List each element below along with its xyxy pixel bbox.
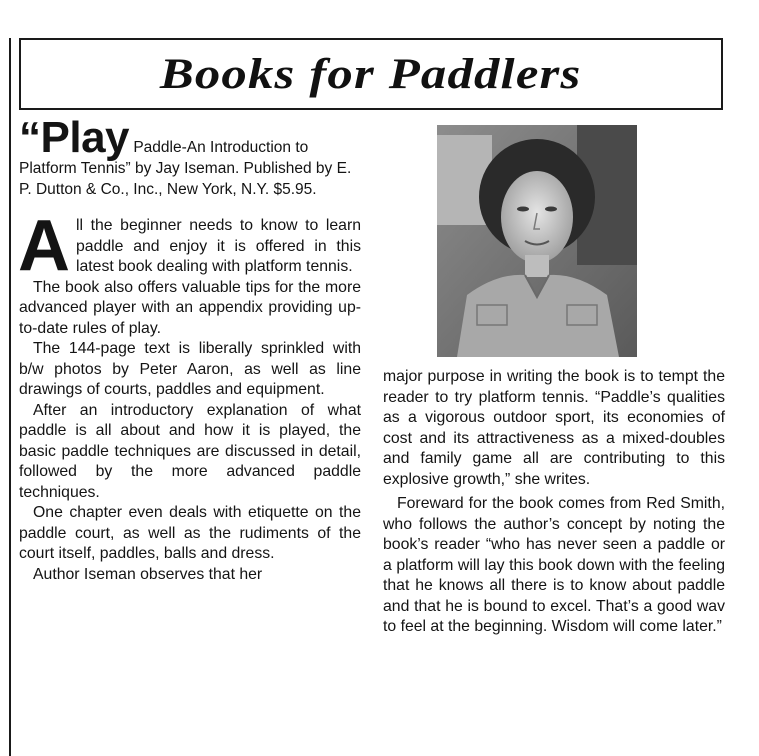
paragraph-3: The 144-page text is liberally sprinkled with b/w photos by Peter Aaron, as well as line drawings of courts, paddles and equipment. <box>19 340 361 398</box>
paragraph-6-continued: major purpose in writing the book is to tempt the reader to try platform tennis. “Paddle’s qualities as a vigorous outdoor sport, its economies of cost and its attractiveness as a mixed-doubles and family game all are contributing to this explosive growth,” she writes. <box>383 368 725 488</box>
column-rule <box>9 38 11 756</box>
paragraph-5: One chapter even deals with etiquette on the paddle court, as well as the rudiments of the court itself, paddles, balls and dress. <box>19 504 361 562</box>
paragraph-4: After an introductory explanation of what paddle is all about and how it is played, the basic paddle techniques are discussed in detail, followed by the more advanced paddle techniques. <box>19 401 361 501</box>
right-column <box>383 367 725 638</box>
paragraph-6-start: Author Iseman observes that her <box>33 565 263 583</box>
book-title-rest: Paddle-An Introduction to Platform Tennis” by Jay Iseman. Published by E. P. Dutton & Co., Inc., New York, N.Y. $5.95. <box>19 139 352 198</box>
drop-cap: A <box>18 206 70 286</box>
portrait-photo-icon <box>437 125 637 357</box>
play-word: “Play <box>19 113 130 162</box>
left-column <box>18 113 361 585</box>
title-box <box>19 38 723 110</box>
paragraph-1 <box>18 206 361 286</box>
page-title: Books for Paddlers <box>160 50 582 98</box>
author-portrait-photo <box>437 125 637 357</box>
book-citation <box>19 113 361 200</box>
paragraph-2: The book also offers valuable tips for the more advanced player with an appendix providing up-to-date rules of play. <box>19 278 361 337</box>
paragraph-1-text: ll the beginner needs to know to learn paddle and enjoy it is offered in this latest book dealing with platform tennis. <box>76 217 361 275</box>
paragraph-7: Foreward for the book comes from Red Smith, who follows the author’s concept by noting the book’s reader “who has never seen a paddle or a platform will lay this book down with the feeling that he knows all there is to know about paddle and that he is bound to excel. That’s a good wav to feel at the beginning. Wisdom will come later.” <box>383 495 725 635</box>
